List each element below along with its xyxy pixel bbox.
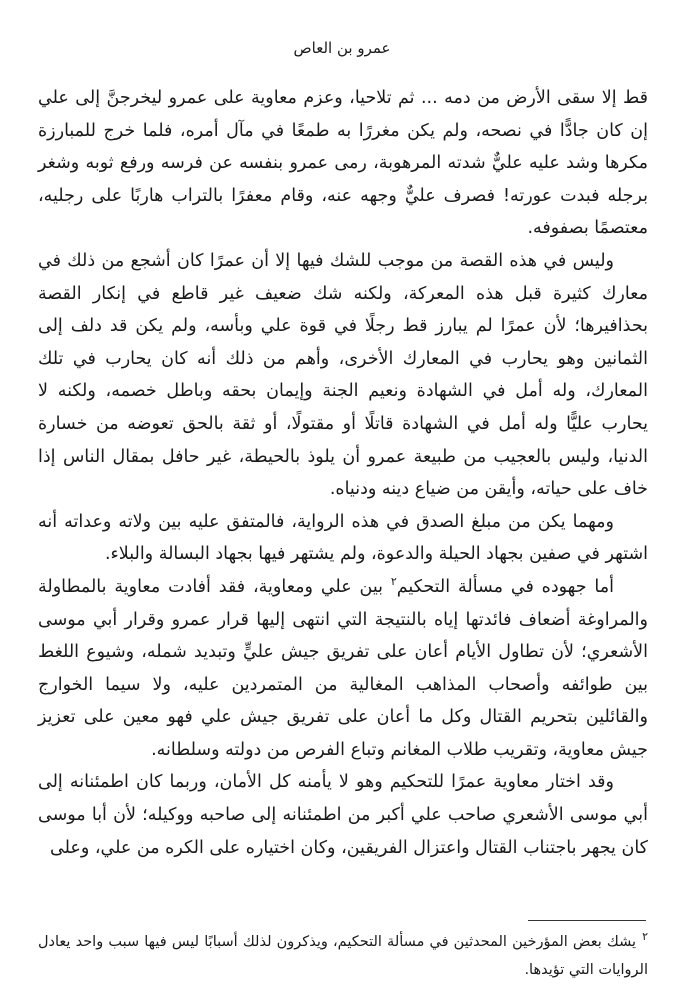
footnote-divider — [528, 920, 646, 921]
footnote — [38, 928, 648, 984]
footnote-text: يشك بعض المؤرخين المحدثين في مسألة التحكيم، ويذكرون لذلك أسبابًا ليس فيها سبب واحد يعادل الروايات التي تؤيدها. — [38, 934, 648, 978]
paragraph-4 — [38, 571, 648, 767]
body-text — [38, 82, 648, 864]
footnote-number: ٢ — [642, 930, 648, 944]
paragraph-4-before-mark: أما جهوده في مسألة التحكيم — [396, 576, 614, 597]
paragraph-4-after-mark: بين علي ومعاوية، فقد أفادت معاوية بالمطاولة والمراوغة أضعاف فائدتها إياه بالنتيجة التي انتهى إليها قرار عمرو وقرار أبي موسى الأشعري؛ لأن تطاول الأيام أعان على تفريق جيش عليٍّ وتبديد شمله، وشيوع اللغط بين طوائفه وأصحاب المذاهب المغالية من المتمردين عليه، ولا سيما الخوارج والقائلين بتحريم القتال وكل ما أعان على تفريق جيش علي فهو معين على تعزيز جيش معاوية، وتقريب طلاب المغانم وتباع الفرص من دولته وسلطانه. — [38, 576, 648, 760]
footnote-reference-mark[interactable]: ٢ — [390, 575, 397, 589]
paragraph-2: وليس في هذه القصة من موجب للشك فيها إلا أن عمرًا كان أشجع من ذلك في معارك كثيرة قبل هذه المعركة، ولكنه شك ضعيف غير قاطع في إنكار القصة بحذافيرها؛ لأن عمرًا لم يبارز قط رجلًا في قوة علي وبأسه، ولم يكن قد دلف إلى الثمانين وهو يحارب في المعارك الأخرى، وأهم من ذلك أنه كان يحارب في تلك المعارك، وله أمل في الشهادة ونعيم الجنة وإيمان بحقه وباطل خصمه، ولكنه لا يحارب عليًّا وله أمل في الشهادة قاتلًا أو مقتولًا، أو ثقة بالحق تعوضه من خسارة الدنيا، وليس بالعجيب من طبيعة عمرو أن يلوذ بالحيطة، غير حافل بمقال الناس إذا خاف على حياته، وأيقن من ضياع دينه ودنياه. — [38, 250, 648, 500]
paragraph-5: وقد اختار معاوية عمرًا للتحكيم وهو لا يأمنه كل الأمان، وربما كان اطمئنانه إلى أبي موسى الأشعري صاحب علي أكبر من اطمئنانه إلى صاحبه ووكيله؛ لأن أبا موسى كان يجهر باجتناب القتال واعتزال الفريقين، وكان اختياره على الكره من علي، وعلى — [38, 772, 648, 858]
paragraph-3: ومهما يكن من مبلغ الصدق في هذه الرواية، فالمتفق عليه بين ولاته وعداته أنه اشتهر في صفين بجهاد الحيلة والدعوة، ولم يشتهر فيها بجهاد البسالة والبلاء. — [38, 511, 648, 565]
running-head: عمرو بن العاص — [293, 39, 391, 57]
paragraph-1: قط إلا سقى الأرض من دمه ... ثم تلاحيا، وعزم معاوية على عمرو ليخرجنَّ إلى علي إن كان جادًّا في نصحه، ولم يكن مغررًا به طمعًا في مآل أمره، فلما خرج للمبارزة مكرها وشد عليه عليٌّ شدته المرهوبة، رمى عمرو بنفسه عن فرسه ورفع ثوبه وشغر برجله فبدت عورته! فصرف عليٌّ وجهه عنه، وقام معفرًا بالتراب هاربًا على رجليه، معتصمًا بصفوفه. — [38, 88, 648, 239]
